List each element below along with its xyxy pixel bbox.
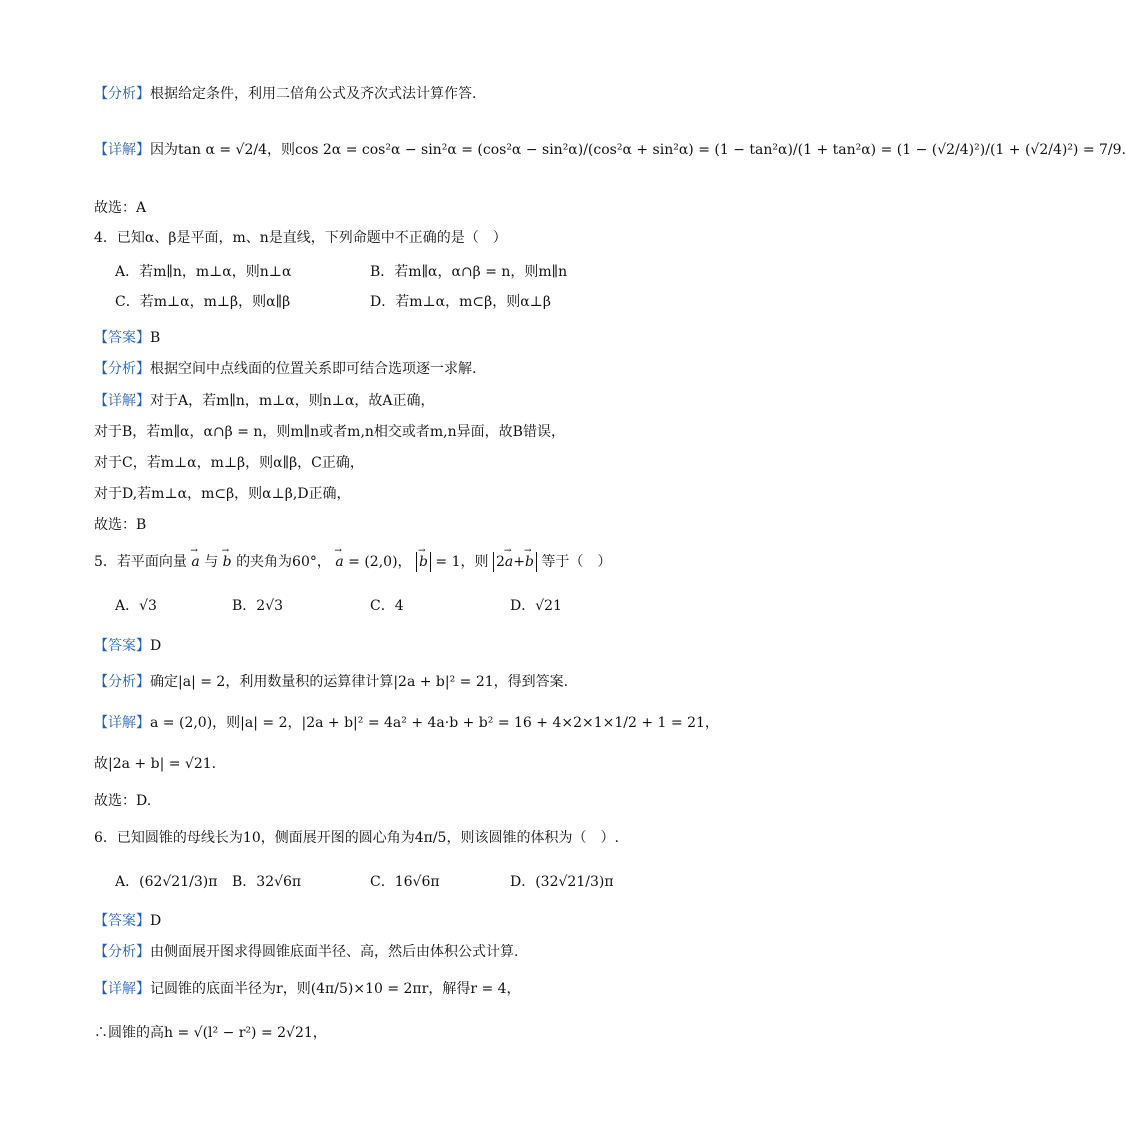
q4-option-c: C．若m⊥α，m⊥β，则α∥β xyxy=(115,294,291,310)
q5-option-d: D．√21 xyxy=(510,598,562,614)
detail-text: 记圆锥的底面半径为r，则(4π/5)×10 = 2πr，解得r = 4， xyxy=(150,981,521,997)
q6-option-d: D．(32√21/3)π xyxy=(510,874,614,890)
choose-line-3: 故选：A xyxy=(94,200,147,216)
q5-detail-line-1 xyxy=(94,713,754,733)
analysis-text: 根据空间中点线面的位置关系即可结合选项逐一求解. xyxy=(150,361,477,377)
vector-b-symbol: → b xyxy=(223,552,232,572)
answer-tag: 【答案】 xyxy=(94,638,150,654)
analysis-text: 根据给定条件，利用二倍角公式及齐次式法计算作答. xyxy=(150,86,477,102)
detail-tag: 【详解】 xyxy=(94,142,150,158)
detail-tag: 【详解】 xyxy=(94,981,150,997)
abs-2a-plus-b: 2→ a+→ b xyxy=(493,552,537,572)
q6-analysis-line xyxy=(94,942,754,962)
abs-b: → b xyxy=(416,552,431,572)
detail-tag: 【详解】 xyxy=(94,715,150,731)
q4-analysis-line xyxy=(94,359,754,379)
q6-answer-line xyxy=(94,911,754,931)
q6-option-b: B．32√6π xyxy=(232,874,302,890)
q5-option-b: B．2√3 xyxy=(232,598,284,614)
detail-tag: 【详解】 xyxy=(94,393,150,409)
q5-option-a: A．√3 xyxy=(115,598,157,614)
q4-option-a: A．若m∥n，m⊥α，则n⊥α xyxy=(115,264,292,280)
q4-choose-line: 故选：B xyxy=(94,517,147,533)
q5-answer-line xyxy=(94,636,754,656)
analysis-text: 由侧面展开图求得圆锥底面半径、高，然后由体积公式计算． xyxy=(150,944,528,960)
question-6-stem: 6．已知圆锥的母线长为10，侧面展开图的圆心角为4π/5，则该圆锥的体积为（ ）. xyxy=(94,830,619,846)
q4-option-d: D．若m⊥α，m⊂β，则α⊥β xyxy=(370,294,551,310)
q4-detail-line-2: 对于B，若m∥α，α∩β = n，则m∥n或者m,n相交或者m,n异面，故B错误， xyxy=(94,424,565,440)
detail-text: 对于A，若m∥n，m⊥α，则n⊥α，故A正确， xyxy=(150,393,435,409)
question-4-stem: 4．已知α、β是平面，m、n是直线，下列命题中不正确的是（ ） xyxy=(94,230,507,246)
analysis-tag: 【分析】 xyxy=(94,361,150,377)
answer-value: D xyxy=(150,913,162,929)
q6-detail-line-2: ∴圆锥的高h = √(l² − r²) = 2√21， xyxy=(94,1025,327,1041)
q5-detail-line-2: 故|2a + b| = √21. xyxy=(94,756,217,772)
vector-a-symbol: → a xyxy=(191,552,199,572)
answer-value: B xyxy=(150,330,161,346)
analysis-tag: 【分析】 xyxy=(94,86,150,102)
detail-formula: 因为tan α = √2/4，则cos 2α = cos²α − sin²α = (cos²α − sin²α)/(cos²α + sin²α) = (1 − tan²α)/(1 + tan²α) = (1 − (√2/4)²)/(1 + (√2/4)²) = 7/9. xyxy=(150,142,1126,158)
analysis-tag: 【分析】 xyxy=(94,944,150,960)
q4-answer-line xyxy=(94,328,754,348)
analysis-tag: 【分析】 xyxy=(94,674,150,690)
answer-tag: 【答案】 xyxy=(94,913,150,929)
q4-detail-line-4: 对于D,若m⊥α，m⊂β，则α⊥β,D正确， xyxy=(94,486,351,502)
answer-value: D xyxy=(150,638,162,654)
detail-line-3 xyxy=(94,140,1126,160)
q5-choose-line: 故选：D. xyxy=(94,793,152,809)
detail-formula: a = (2,0)，则|a| = 2，|2a + b|² = 4a² + 4a·b + b² = 16 + 4×2×1×1/2 + 1 = 21， xyxy=(150,715,719,731)
q4-detail-line-1 xyxy=(94,391,754,411)
q6-option-a: A．(62√21/3)π xyxy=(115,874,218,890)
vector-a-symbol: → a xyxy=(335,552,343,572)
q4-option-b: B．若m∥α，α∩β = n，则m∥n xyxy=(370,264,568,280)
q5-option-c: C．4 xyxy=(370,598,404,614)
analysis-line-3 xyxy=(94,84,754,104)
question-5-stem: 5．若平面向量 → a 与 → b 的夹角为60°， → a = (2,0)， → b = 1，则 2→ a+→ b 等于（ ） xyxy=(94,552,754,572)
analysis-text: 确定|a| = 2，利用数量积的运算律计算|2a + b|² = 21，得到答案. xyxy=(150,674,569,690)
answer-tag: 【答案】 xyxy=(94,330,150,346)
q6-option-c: C．16√6π xyxy=(370,874,440,890)
q4-detail-line-3: 对于C，若m⊥α，m⊥β，则α∥β，C正确， xyxy=(94,455,364,471)
q6-detail-line-1 xyxy=(94,979,754,999)
q5-analysis-line xyxy=(94,672,754,692)
